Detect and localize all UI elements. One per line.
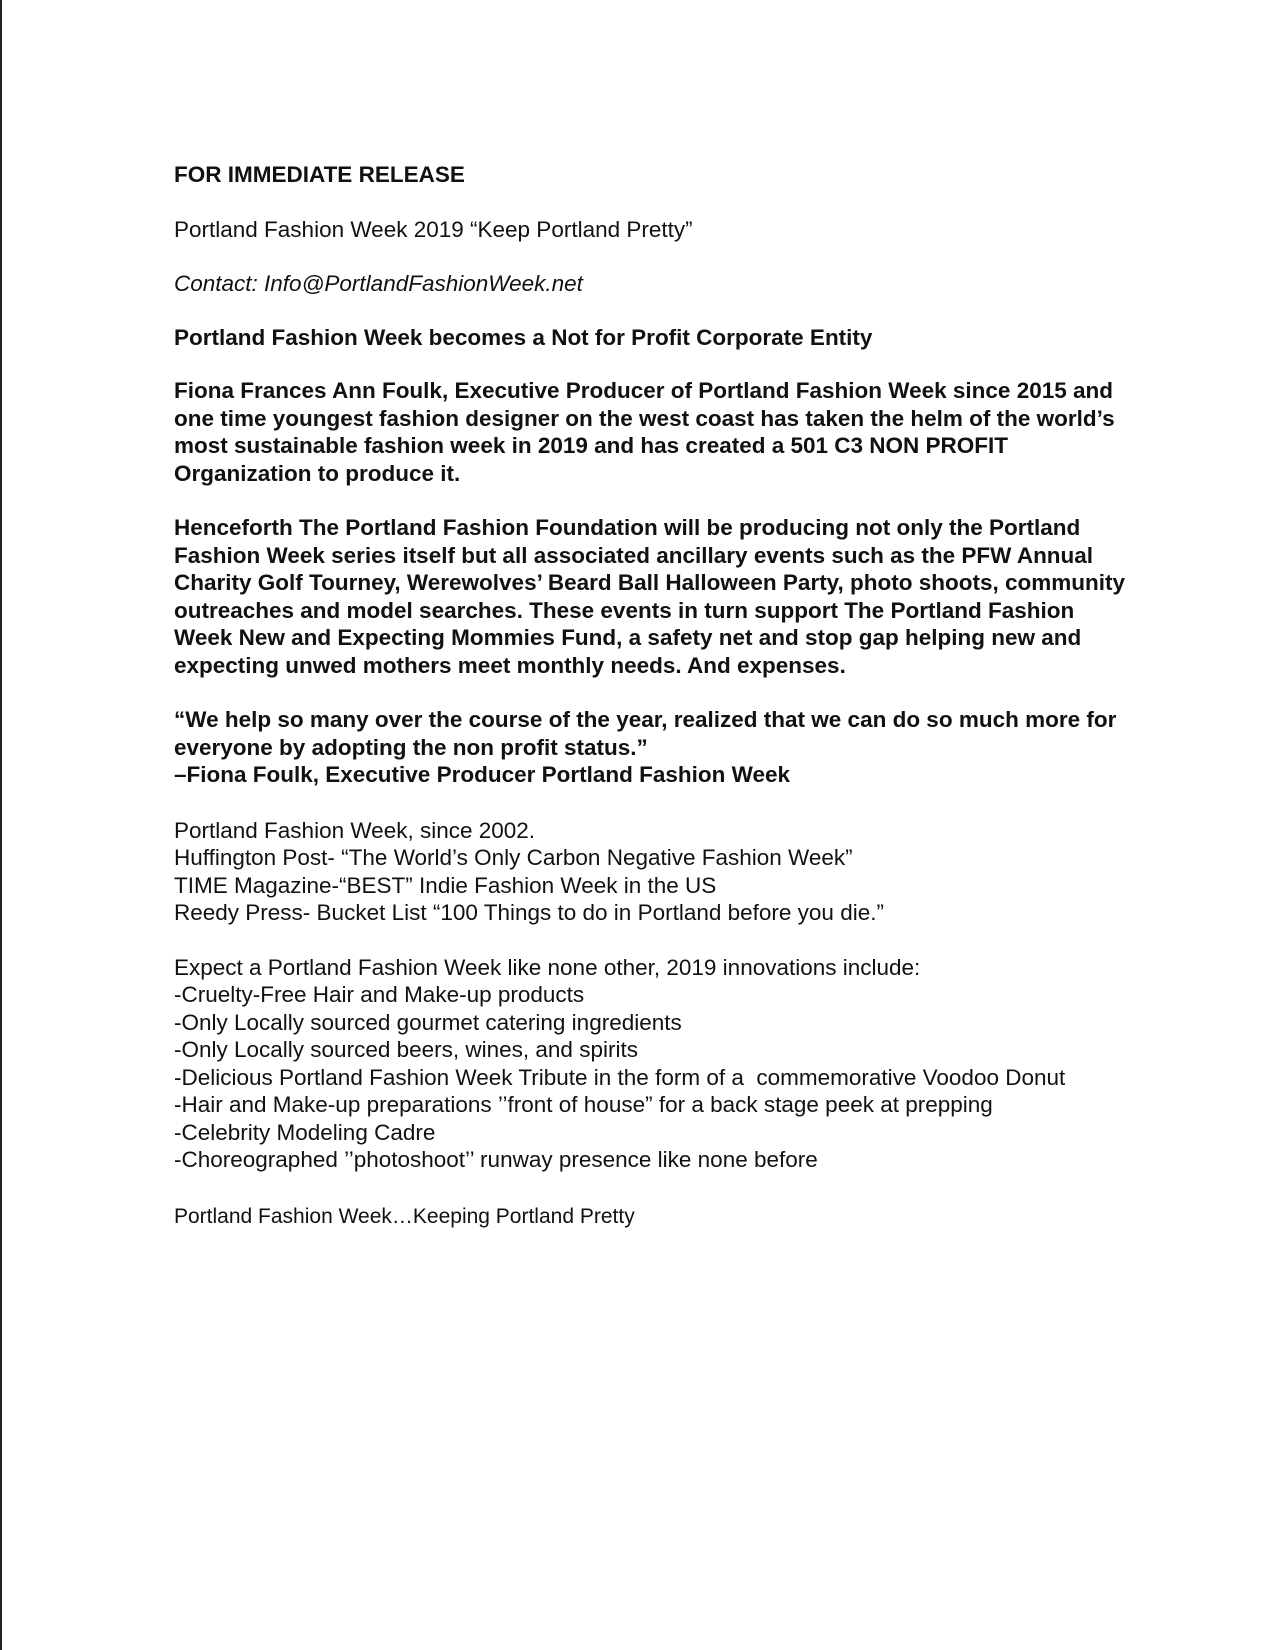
innovation-item: -Cruelty-Free Hair and Make-up products: [174, 982, 585, 1007]
innovation-item: -Only Locally sourced gourmet catering ingredients: [174, 1009, 682, 1035]
innovation-item: -Only Locally sourced beers, wines, and spirits: [174, 1037, 638, 1062]
innovation-item: -Choreographed ’’photoshoot’’ runway presence like none before: [174, 1147, 818, 1172]
accolade-item: Reedy Press- Bucket List “100 Things to do in Portland before you die.”: [174, 900, 884, 925]
quote-attribution: –Fiona Foulk, Executive Producer Portland Fashion Week: [174, 762, 790, 787]
headline: Portland Fashion Week becomes a Not for Profit Corporate Entity: [174, 325, 873, 350]
quote-block: [174, 706, 1134, 789]
accolade-item: TIME Magazine-“BEST” Indie Fashion Week in the US: [174, 872, 717, 898]
release-subtitle: Portland Fashion Week 2019 “Keep Portland Pretty”: [174, 217, 693, 242]
paragraph-foundation: Henceforth The Portland Fashion Foundation will be producing not only the Portland Fashion Week series itself but all associated ancillary events such as the PFW Annual Charity Golf Tourney, Werewolves’ Beard Ball Halloween Party, photo shoots, community outreaches and model searches. These events in turn support The Portland Fashion Week New and Expecting Mommies Fund, a safety net and stop gap helping new and expecting unwed mothers meet monthly needs. And expenses.: [174, 515, 1126, 678]
innovation-item: -Celebrity Modeling Cadre: [174, 1119, 436, 1145]
accolade-item: Portland Fashion Week, since 2002.: [174, 817, 536, 843]
innovation-item: -Delicious Portland Fashion Week Tribute in the form of a commemorative Voodoo Donut: [174, 1064, 1066, 1090]
innovations-intro: Expect a Portland Fashion Week like none other, 2019 innovations include:: [174, 954, 921, 980]
press-release-body: [174, 160, 1134, 1231]
innovations-section: [174, 954, 1134, 1174]
innovation-item: -Hair and Make-up preparations ’’front of house” for a back stage peek at prepping: [174, 1092, 993, 1117]
contact-line: Contact: Info@PortlandFashionWeek.net: [174, 271, 583, 296]
accolade-item: Huffington Post- “The World’s Only Carbon Negative Fashion Week”: [174, 845, 853, 870]
paragraph-announcement: Fiona Frances Ann Foulk, Executive Producer of Portland Fashion Week since 2015 and one time youngest fashion designer on the west coast has taken the helm of the world’s most sustainable fashion week in 2019 and has created a 501 C3 NON PROFIT Organization to produce it.: [174, 378, 1115, 486]
accolades-list: [174, 817, 1134, 927]
page-left-border: [0, 0, 2, 1650]
release-header: FOR IMMEDIATE RELEASE: [174, 162, 465, 187]
closing-line: Portland Fashion Week…Keeping Portland Pretty: [174, 1204, 635, 1228]
quote-text: “We help so many over the course of the year, realized that we can do so much more for everyone by adopting the non profit status.”: [174, 707, 1117, 760]
